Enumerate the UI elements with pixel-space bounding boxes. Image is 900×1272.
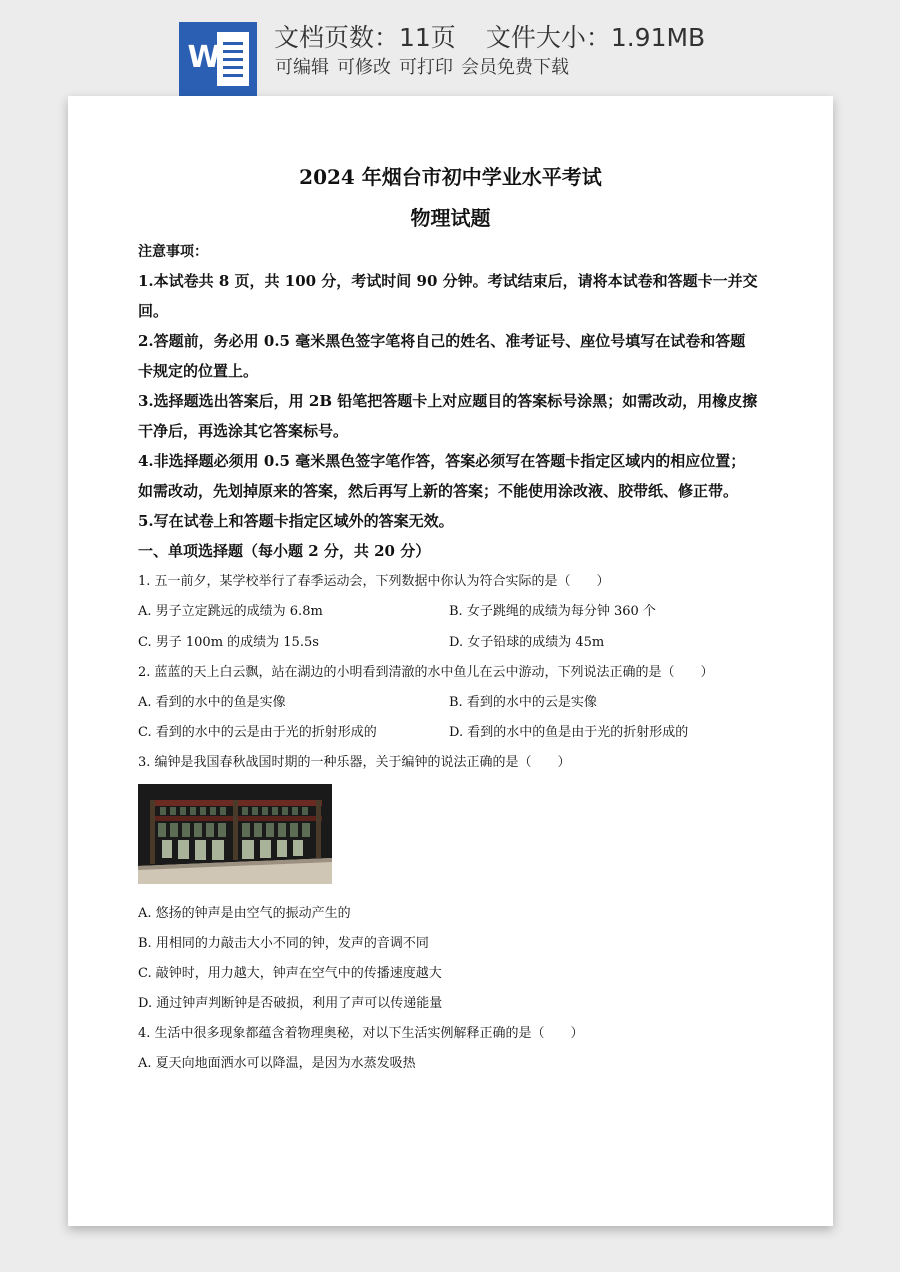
- option-c: C. 敲钟时，用力越大，钟声在空气中的传播速度越大: [138, 966, 442, 981]
- question-stem: 2. 蓝蓝的天上白云飘，站在湖边的小明看到清澈的水中鱼儿在云中游动，下列说法正确的是（ ）: [138, 665, 714, 680]
- note-line: 2.答题前，务必用 0.5 毫米黑色签字笔将自己的姓名、准考证号、座位号填写在试卷和答题: [138, 332, 746, 350]
- bianzhong-bells-image: [138, 784, 332, 884]
- feature-editable: 可编辑: [275, 57, 329, 78]
- file-meta: [274, 20, 705, 56]
- note-line: 4.非选择题必须用 0.5 毫米黑色签字笔作答，答案必须写在答题卡指定区域内的相应位置；: [138, 452, 746, 470]
- question-stem: 3. 编钟是我国春秋战国时期的一种乐器，关于编钟的说法正确的是（ ）: [138, 755, 571, 770]
- option-a: A. 男子立定跳远的成绩为 6.8m: [138, 604, 323, 619]
- feature-list: [275, 55, 577, 81]
- file-size: 文件大小：1.91MB: [485, 23, 706, 52]
- notes-heading: 注意事项：: [138, 244, 208, 260]
- note-line: 5.写在试卷上和答题卡指定区域外的答案无效。: [138, 512, 454, 530]
- feature-modifiable: 可修改: [337, 57, 391, 78]
- note-line: 回。: [138, 302, 169, 320]
- option-a: A. 悠扬的钟声是由空气的振动产生的: [138, 906, 351, 921]
- option-b: B. 女子跳绳的成绩为每分钟 360 个: [449, 604, 656, 619]
- note-line: 1.本试卷共 8 页，共 100 分，考试时间 90 分钟。考试结束后，请将本试卷和答题卡一并交: [138, 272, 758, 290]
- feature-printable: 可打印: [399, 57, 453, 78]
- note-line: 卡规定的位置上。: [138, 362, 259, 380]
- option-c: C. 男子 100m 的成绩为 15.5s: [138, 635, 319, 650]
- question-stem: 4. 生活中很多现象都蕴含着物理奥秘，对以下生活实例解释正确的是（ ）: [138, 1026, 584, 1041]
- option-c: C. 看到的水中的云是由于光的折射形成的: [138, 725, 377, 740]
- note-line: 如需改动，先划掉原来的答案，然后再写上新的答案；不能使用涂改液、胶带纸、修正带。: [138, 482, 739, 500]
- word-logo-letter: W: [187, 40, 221, 75]
- download-banner: [0, 0, 900, 100]
- exam-title: 2024 年烟台市初中学业水平考试: [299, 165, 602, 189]
- option-d: D. 女子铅球的成绩为 45m: [449, 635, 605, 650]
- document-page: [68, 96, 833, 1226]
- option-a: A. 看到的水中的鱼是实像: [138, 695, 286, 710]
- feature-member-download: 会员免费下载: [461, 57, 569, 78]
- option-b: B. 用相同的力敲击大小不同的钟，发声的音调不同: [138, 936, 429, 951]
- question-stem: 1. 五一前夕，某学校举行了春季运动会，下列数据中你认为符合实际的是（ ）: [138, 574, 610, 589]
- option-a: A. 夏天向地面洒水可以降温，是因为水蒸发吸热: [138, 1056, 416, 1071]
- word-document-icon: [179, 22, 257, 96]
- option-d: D. 通过钟声判断钟是否破损，利用了声可以传递能量: [138, 996, 443, 1011]
- option-d: D. 看到的水中的鱼是由于光的折射形成的: [449, 725, 689, 740]
- section-heading: 一、单项选择题（每小题 2 分，共 20 分）: [138, 542, 431, 560]
- exam-subtitle: 物理试题: [410, 206, 491, 230]
- note-line: 3.选择题选出答案后，用 2B 铅笔把答题卡上对应题目的答案标号涂黑；如需改动，用橡皮擦: [138, 392, 758, 410]
- note-line: 干净后，再选涂其它答案标号。: [138, 422, 349, 440]
- option-b: B. 看到的水中的云是实像: [449, 695, 597, 710]
- page-count: 文档页数：11页: [274, 23, 456, 52]
